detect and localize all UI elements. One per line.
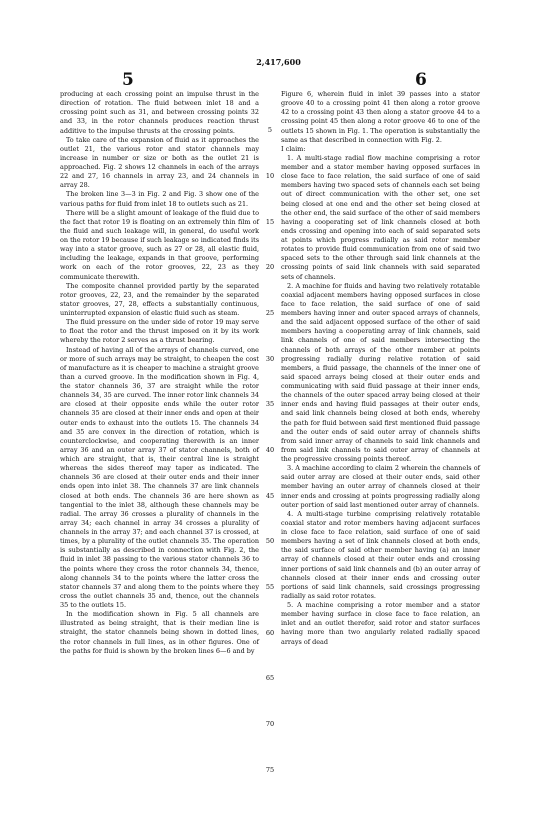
line-number: 45 [265, 492, 275, 500]
line-number: 5 [267, 126, 273, 134]
claim-2: 2. A machine for fluids and having two relatively rotatable coaxial adjacent members having opposed surfaces in close face to face relation, the said surface of one of said members having inner and outer spaced arrays of channels, and the said adjacent opposed surface of the other of said members having a cooperating array of link channels, said link channels of one of said members intersecting the channels of both arrays of the other member at points progressing radially during relative rotation of said members, a fluid passage, the channels of the inner one of said spaced arrays being closed at their outer ends and communicating with said fluid passage at their inner ends, the channels of the outer spaced array being closed at their inner ends and having fluid passages at their outer ends, and said link channels being closed at both ends, whereby the path for fluid between said first mentioned fluid passage and the outer ends of said outer array of channels shifts from said inner array of channels to said link channels and from said link channels to said outer array of channels at the progressive crossing points thereof. [281, 281, 480, 463]
left-page-number: 5 [122, 70, 134, 90]
paragraph: The composite channel provided partly by the separated rotor grooves, 22, 23, and the remainder by the separated stator grooves, 27, 28, effects a substantially continuous, uninterrupted expansion of elastic fluid such as steam. [60, 281, 259, 317]
line-number: 60 [265, 629, 275, 637]
left-column [60, 90, 259, 808]
claim-1: 1. A multi-stage radial flow machine comprising a rotor member and a stator member having opposed surfaces in close face to face relation, the said surface of one of said members having two spaced sets of channels each set being out of direct communication with the other set, one set being closed at one end and the other set being closed at the other end, the said surface of the other of said members having a cooperating set of link channels closed at both ends crossing and opening into each of said separated sets at points which progress radially as said rotor member rotates to provide fluid communication from one of said two spaced sets to the other through said link channels at the crossing points of said link channels with said separated sets of channels. [281, 153, 480, 281]
claim-5: 5. A machine comprising a rotor member and a stator member having surface in close face to face relation, an inlet and an outlet therefor, said rotor and stator surfaces having more than two angularly related radially spaced arrays of dead [281, 601, 480, 646]
right-column [281, 90, 480, 808]
line-number: 75 [265, 766, 275, 774]
line-number: 55 [265, 583, 275, 591]
patent-number: 2,417,600 [256, 57, 301, 67]
paragraph: There will be a slight amount of leakage of the fluid due to the fact that rotor 19 is floating on an extremely thin film of the fluid and such leakage will, in general, do useful work on the rotor 19 because if such leakage so indicated finds its way into a stator groove, such as 27 or 28, all elastic fluid, including the leakage, expands in that groove, performing work on each of the rotor grooves, 22, 23 as they communicate therewith. [60, 208, 259, 281]
line-number: 70 [265, 720, 275, 728]
line-number: 20 [265, 263, 275, 271]
line-number: 10 [265, 172, 275, 180]
line-number: 40 [265, 446, 275, 454]
claim-4: 4. A multi-stage turbine comprising relatively rotatable coaxial stator and rotor members having adjacent surfaces in close face to face relation, said surface of one of said members having a set of link channels closed at both ends, the said surface of said other member having (a) an inner array of channels closed at their outer ends and crossing inner portions of said link channels and (b) an outer array of channels closed at their inner ends and crossing outer portions of said link channels, said crossings progressing radially as said rotor rotates. [281, 509, 480, 600]
line-number: 25 [265, 309, 275, 317]
line-number: 65 [265, 674, 275, 682]
line-number-gutter [260, 90, 280, 808]
paragraph: producing at each crossing point an impulse thrust in the direction of rotation. The fluid between inlet 18 and a crossing point such as 31, and between crossing points 32 and 33, in the rotor channels produces reaction thrust additive to the impulse thrusts at the crossing points. [60, 90, 259, 135]
claims-heading: I claim: [281, 144, 306, 153]
line-number: 50 [265, 537, 275, 545]
paragraph: In the modification shown in Fig. 5 all channels are illustrated as being straight, that is their median line is straight, the stator channels being shown in dotted lines, the rotor channels in full lines, as in other figures. One of the paths for fluid is shown by the broken lines 6—6 and by [60, 610, 259, 655]
paragraph: The fluid pressure on the under side of rotor 19 may serve to float the rotor and the thrust imposed on it by its work whereby the rotor 2 serves as a thrust bearing. [60, 318, 259, 345]
paragraph: The broken line 3—3 in Fig. 2 and Fig. 3 show one of the various paths for fluid from inlet 18 to outlets such as 21. [60, 190, 259, 208]
right-page-number: 6 [415, 70, 427, 90]
paragraph: To take care of the expansion of fluid as it approaches the outlet 21, the various rotor and stator channels may increase in number or size or both as the outlet 21 is approached. Fig. 2 shows 12 channels in each of the arrays 22 and 27, 16 channels in array 23, and 24 channels in array 28. [60, 135, 259, 190]
line-number: 30 [265, 355, 275, 363]
claim-3: 3. A machine according to claim 2 wherein the channels of said outer array are closed at their outer ends, said other member having an outer array of channels closed at their inner ends and crossing at points progressing radially along outer portion of said last mentioned outer array of channels. [281, 464, 480, 509]
line-number: 35 [265, 400, 275, 408]
paragraph: Instead of having all of the arrays of channels curved, one or more of such arrays may be straight, to cheapen the cost of manufacture as it is cheaper to machine a straight groove than a curved groove. In the modification shown in Fig. 4, the stator channels 36, 37 are straight while the rotor channels 34, 35 are curved. The inner rotor link channels 34 are closed at their opposite ends while the outer rotor channels 35 are closed at their inner ends and open at their outer ends to exhaust into the outlets 15. The channels 34 and 35 are convex in the direction of rotation, which is counterclockwise, and cooperating therewith is an inner array 36 and an outer array 37 of stator channels, both of which are straight, that is, their central line is straight whereas the sides thereof may taper as indicated. The channels 36 are closed at their outer ends and their inner ends open into inlet 38. The channels 37 are link channels closed at both ends. The channels 36 are here shown as tangential to the inlet 38, although these channels may be radial. The array 36 crosses a plurality of channels in the array 34; each channel in array 34 crosses a plurality of channels in the array 37; and each channel 37 is crossed, at times, by a plurality of the outlet channels 35. The operation is substantially as described in connection with Fig. 2, the fluid in inlet 38 passing to the various stator channels 36 to the points where they cross the rotor channels 34, thence, along channels 34 to the points where the latter cross the stator channels 37 and along them to the points where they cross the outlet channels 35 and, thence, out the channels 35 to the outlets 15. [60, 345, 259, 609]
paragraph: Figure 6, wherein fluid in inlet 39 passes into a stator groove 40 to a crossing point 41 then along a rotor groove 42 to a crossing point 43 then along a stator groove 44 to a crossing point 45 then along a rotor groove 46 to one of the outlets 15 shown in Fig. 1. The operation is substantially the same as that described in connection with Fig. 2. [281, 90, 480, 144]
line-number: 15 [265, 218, 275, 226]
